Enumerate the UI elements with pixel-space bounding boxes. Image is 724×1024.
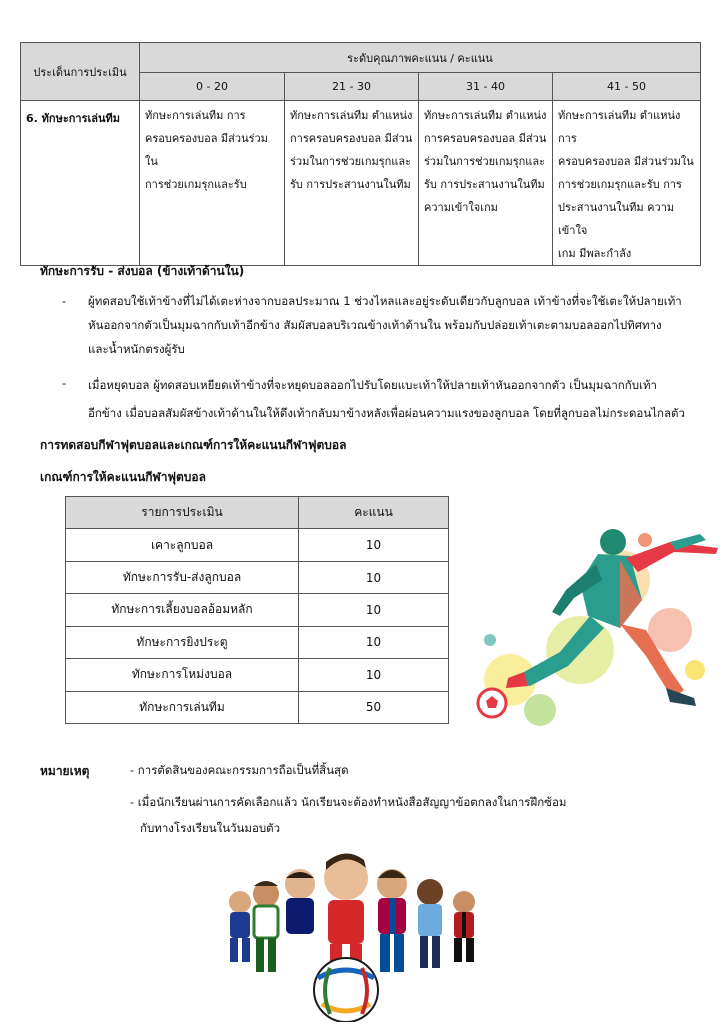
rubric-range-header: 21 - 30 [285,73,419,101]
table-row: ทักษะการโหม่งบอล 10 [66,659,449,691]
cartoon-footballers-illustration [218,850,498,1022]
table-row: ทักษะการเล่นทีม 50 [66,691,449,723]
notes-label: หมายเหตุ [40,764,90,778]
bullet-paragraph-1: ผู้ทดสอบใช้เท้าข้างที่ไม่ได้เตะห่างจากบอลประมาณ 1 ช่วงไหลและอยู่ระดับเดียวกับลูกบอล เท้าข้างที่จะใช้เตะให้ปลายเท้า หันออกจากตัวเป็นมุมฉากกับเท้าอีกข้าง สัมผัสบอลบริเวณข้างเท้าด้านใน พร้อมกับปล่อยเท้าเตะตามบอลออกไปทิศทาง และน้ำหนักตรงผู้รับ [88,294,682,356]
section-heading: ทักษะการรับ - ส่งบอล (ข้างเท้าด้านใน) [40,264,245,278]
note-item-continuation: กับทางโรงเรียนในวันมอบตัว [140,821,281,835]
rubric-levels-header: ระดับคุณภาพคะแนน / คะแนน [140,43,701,73]
football-player-illustration [470,520,720,730]
score-table [65,496,449,724]
test-heading: การทดสอบกีฬาฟุตบอลและเกณฑ์การให้คะแนนกีฬาฟุตบอล [40,438,347,452]
rubric-level-cell: ทักษะการเล่นทีม การ ครอบครองบอล มีส่วนร่วมใน การช่วยเกมรุกและรับ [140,101,285,266]
bullet-marker: - [62,294,67,308]
rubric-range-header: 31 - 40 [419,73,553,101]
bullet-paragraph-2: เมื่อหยุดบอล ผู้ทดสอบเหยียดเท้าข้างที่จะหยุดบอลออกไปรับโดยแบะเท้าให้ปลายเท้าหันออกจากตัว เป็นมุมฉากกับเท้า อีกข้าง เมื่อบอลสัมผัสข้างเท้าด้านในให้ดึงเท้ากลับมาข้างหลังเพื่อผ่อนความแรงของลูกบอล โดยที่ลูกบอลไม่กระดอนไกลตัว [88,378,685,420]
table-row: เคาะลูกบอล 10 [66,529,449,561]
table-row: ทักษะการรับ-ส่งลูกบอล 10 [66,561,449,593]
table-row: ทักษะการเลี้ยงบอลอ้อมหลัก 10 [66,594,449,626]
rubric-range-header: 41 - 50 [553,73,701,101]
score-table-item-header: รายการประเมิน [66,497,299,529]
rubric-range-header: 0 - 20 [140,73,285,101]
rubric-criterion: 6. ทักษะการเล่นทีม [21,101,140,266]
rubric-level-cell: ทักษะการเล่นทีม ตำแหน่งการ ครอบครองบอล มีส่วนร่วมใน การช่วยเกมรุกและรับ การ ประสานงานในทีม ความเข้าใจ เกม มีพละกำลัง [553,101,701,266]
rubric-table [20,42,701,266]
rubric-criteria-header: ประเด็นการประเมิน [21,43,140,101]
criteria-heading: เกณฑ์การให้คะแนนกีฬาฟุตบอล [40,470,206,484]
score-table-score-header: คะแนน [299,497,449,529]
note-item: - เมื่อนักเรียนผ่านการคัดเลือกแล้ว นักเรียนจะต้องทำหนังสือสัญญาข้อตกลงในการฝึกซ้อม [130,795,567,809]
bullet-marker: - [62,376,67,390]
rubric-level-cell: ทักษะการเล่นทีม ตำแหน่ง การครอบครองบอล มีส่วน ร่วมในการช่วยเกมรุกและ รับ การประสานงานในทีม [285,101,419,266]
table-row: ทักษะการยิงประตู 10 [66,626,449,658]
note-item: - การตัดสินของคณะกรรมการถือเป็นที่สิ้นสุด [130,763,349,777]
rubric-level-cell: ทักษะการเล่นทีม ตำแหน่ง การครอบครองบอล มีส่วน ร่วมในการช่วยเกมรุกและ รับ การประสานงานในทีม ความเข้าใจเกม [419,101,553,266]
